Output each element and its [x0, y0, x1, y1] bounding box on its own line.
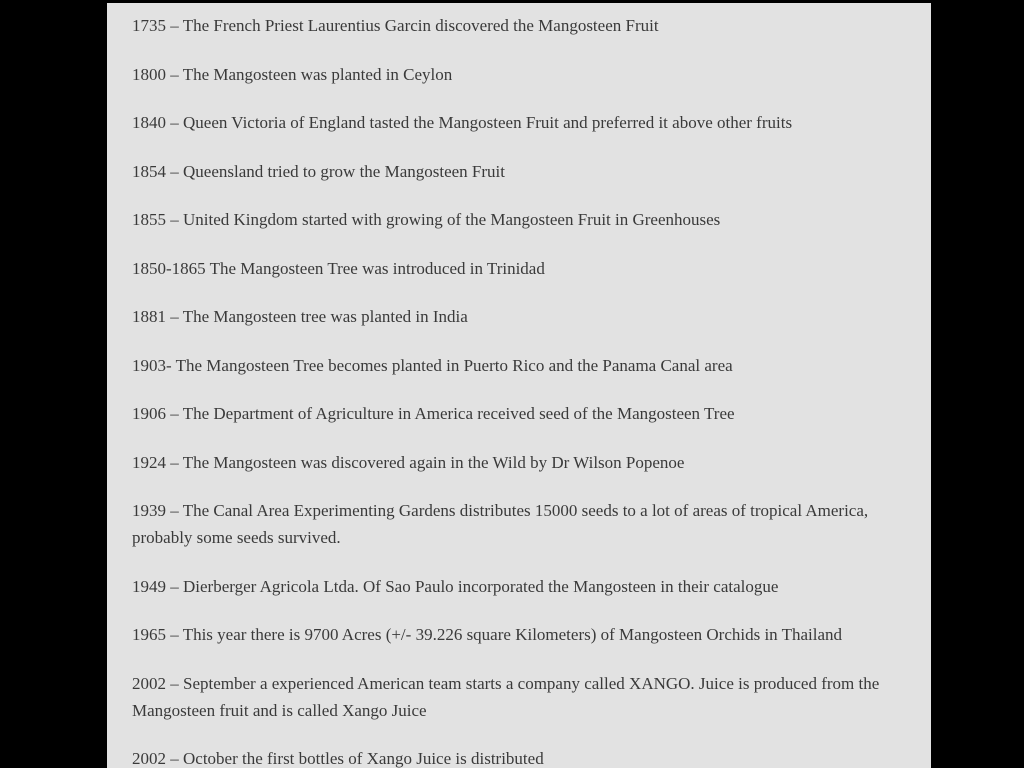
timeline-entry: 1939 – The Canal Area Experimenting Gardens distributes 15000 seeds to a lot of areas of tropical America, probably some seeds survived. [132, 501, 869, 547]
timeline-entry: 1949 – Dierberger Agricola Ltda. Of Sao Paulo incorporated the Mangosteen in their catalogue [132, 576, 779, 596]
timeline-entry: 1881 – The Mangosteen tree was planted in India [132, 307, 468, 326]
timeline-entry: 1854 – Queensland tried to grow the Mangosteen Fruit [132, 161, 505, 181]
timeline-entry: 1906 – The Department of Agriculture in America received seed of the Mangosteen Tree [132, 404, 735, 423]
timeline-entry: 1850-1865 The Mangosteen Tree was introduced in Trinidad [132, 258, 545, 278]
timeline-entry: 1735 – The French Priest Laurentius Garcin discovered the Mangosteen Fruit [132, 16, 659, 35]
timeline-entry: 1924 – The Mangosteen was discovered again in the Wild by Dr Wilson Popenoe [132, 452, 685, 472]
timeline-entry: 1903- The Mangosteen Tree becomes planted in Puerto Rico and the Panama Canal area [132, 355, 733, 375]
timeline-entry: 1965 – This year there is 9700 Acres (+/- 39.226 square Kilometers) of Mangosteen Orchids in Thailand [132, 625, 843, 644]
timeline-entry: 1840 – Queen Victoria of England tasted the Mangosteen Fruit and preferred it above other fruits [132, 113, 793, 132]
timeline-entry: 2002 – October the first bottles of Xango Juice is distributed [132, 749, 544, 768]
timeline-entry: 1855 – United Kingdom started with growing of the Mangosteen Fruit in Greenhouses [132, 210, 721, 229]
timeline-list [132, 12, 902, 768]
timeline-entry: 2002 – September a experienced American team starts a company called XANGO. Juice is produced from the Mangosteen fruit and is called Xango Juice [132, 673, 880, 720]
document-page [107, 3, 931, 768]
timeline-entry: 1800 – The Mangosteen was planted in Ceylon [132, 64, 453, 84]
